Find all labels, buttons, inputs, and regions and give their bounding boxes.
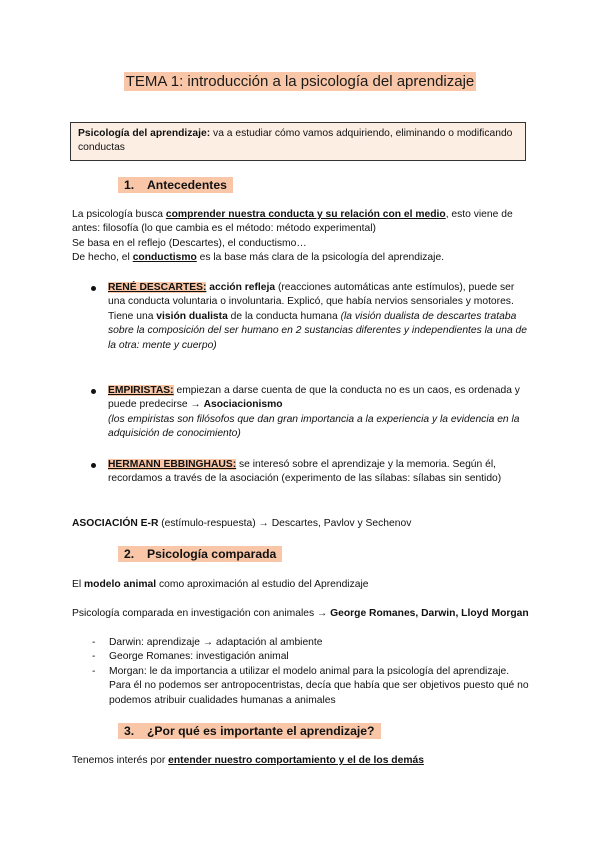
section-number: 1. xyxy=(121,177,137,193)
bullet-ebbinghaus xyxy=(91,458,531,487)
text: se interesó sobre el aprendizaje y la memoria. Según él, recordamos a través de la asociación (experimento de las sílabas: sílabas sin sentido) xyxy=(108,459,502,485)
text: Psicología comparada en investigación con animales → xyxy=(72,608,331,619)
emphasis: George Romanes, Darwin, Lloyd Morgan xyxy=(330,608,529,619)
bullet-dot xyxy=(91,463,96,468)
list-item: - Morgan: le da importancia a utilizar el modelo animal para la psicología del aprendizaje. Para él no podemos ser antropocentristas, decía que había que ser objetivos puesto qué no podemos atribuir cualidades humanas a animales xyxy=(92,665,532,708)
text: El xyxy=(72,579,85,590)
antecedentes-line-2: Se basa en el reflejo (Descartes), el conductismo… xyxy=(72,237,307,249)
text: Tenemos interés por xyxy=(72,755,169,766)
emphasis: Asociacionismo xyxy=(203,399,283,411)
section-title: ¿Por qué es importante el aprendizaje? xyxy=(144,723,378,739)
page-title-text: TEMA 1: introducción a la psicología del aprendizaje xyxy=(125,73,475,90)
bullet-empiristas xyxy=(91,384,531,442)
italic-note: (los empiristas son filósofos que dan gran importancia a la experiencia y la evidencia en la adquisición de conocimiento) xyxy=(108,413,520,440)
descartes-dualism xyxy=(108,310,531,353)
text: , esto viene de antes: filosofía (lo que cambia es el método: método experimental) xyxy=(72,209,513,235)
page-title xyxy=(0,72,600,92)
comparada-p2 xyxy=(72,607,532,621)
text: de la conducta humana xyxy=(227,310,341,322)
bullet-dot xyxy=(91,389,96,394)
list-item: - Darwin: aprendizaje → adaptación al ambiente xyxy=(92,636,532,650)
bullet-descartes xyxy=(91,281,531,353)
section-number: 3. xyxy=(121,723,137,739)
asociacion-line xyxy=(72,517,532,531)
text: (reacciones automáticas ante estímulos), puede ser una conducta voluntaria o involuntaria. Explicó, que había nervios sensoriales y motores. xyxy=(108,282,515,308)
section-heading-comparada xyxy=(118,546,282,562)
text: empiezan a darse cuenta de que la conducta no es un caos, es ordenada y puede predecirse → xyxy=(108,385,520,411)
section-title: Psicología comparada xyxy=(144,546,279,562)
emphasis: modelo animal xyxy=(84,579,157,590)
definition-term: Psicología del aprendizaje: xyxy=(78,128,211,139)
text: La psicología busca xyxy=(72,209,166,220)
antecedentes-paragraph xyxy=(72,208,532,266)
definition-box xyxy=(70,122,526,161)
emphasis: visión dualista xyxy=(156,310,228,322)
highlight-name: RENÉ DESCARTES: xyxy=(108,282,207,293)
text: De hecho, el xyxy=(72,252,133,264)
list-item: - George Romanes: investigación animal xyxy=(92,650,532,664)
section-number: 2. xyxy=(121,546,137,562)
text: es la base más clara de la psicología del aprendizaje. xyxy=(196,252,445,264)
comparada-p1 xyxy=(72,578,532,592)
bullet-dot xyxy=(91,286,96,291)
emphasis: comprender nuestra conducta y su relación con el medio xyxy=(165,209,446,220)
importancia-line xyxy=(72,754,532,768)
emphasis: conductismo xyxy=(132,252,197,264)
definition-text: va a estudiar cómo vamos adquiriendo, eliminando o modificando conductas xyxy=(78,128,513,154)
emphasis: entender nuestro comportamiento y el de los demás xyxy=(168,755,424,766)
antecedentes-line-3 xyxy=(72,251,532,265)
antecedentes-line-1 xyxy=(72,208,532,237)
italic-note: (la visión dualista de descartes trataba sobre la composición del ser humano en 2 sustancias diferentes y independientes la una de la otra: mente y cuerpo) xyxy=(108,310,528,351)
highlight-name: EMPIRISTAS: xyxy=(108,385,174,396)
section-heading-importancia xyxy=(118,723,381,739)
emphasis: ASOCIACIÓN E-R xyxy=(72,518,159,529)
highlight-name: HERMANN EBBINGHAUS: xyxy=(108,459,237,470)
text: Tiene una xyxy=(108,310,157,322)
comparada-list xyxy=(92,636,532,708)
section-title: Antecedentes xyxy=(144,177,230,193)
text: como aproximación al estudio del Aprendizaje xyxy=(156,579,369,590)
section-heading-antecedentes xyxy=(118,177,233,193)
emphasis: acción refleja xyxy=(206,282,276,293)
text: (estímulo-respuesta) → Descartes, Pavlov y Sechenov xyxy=(158,518,412,529)
